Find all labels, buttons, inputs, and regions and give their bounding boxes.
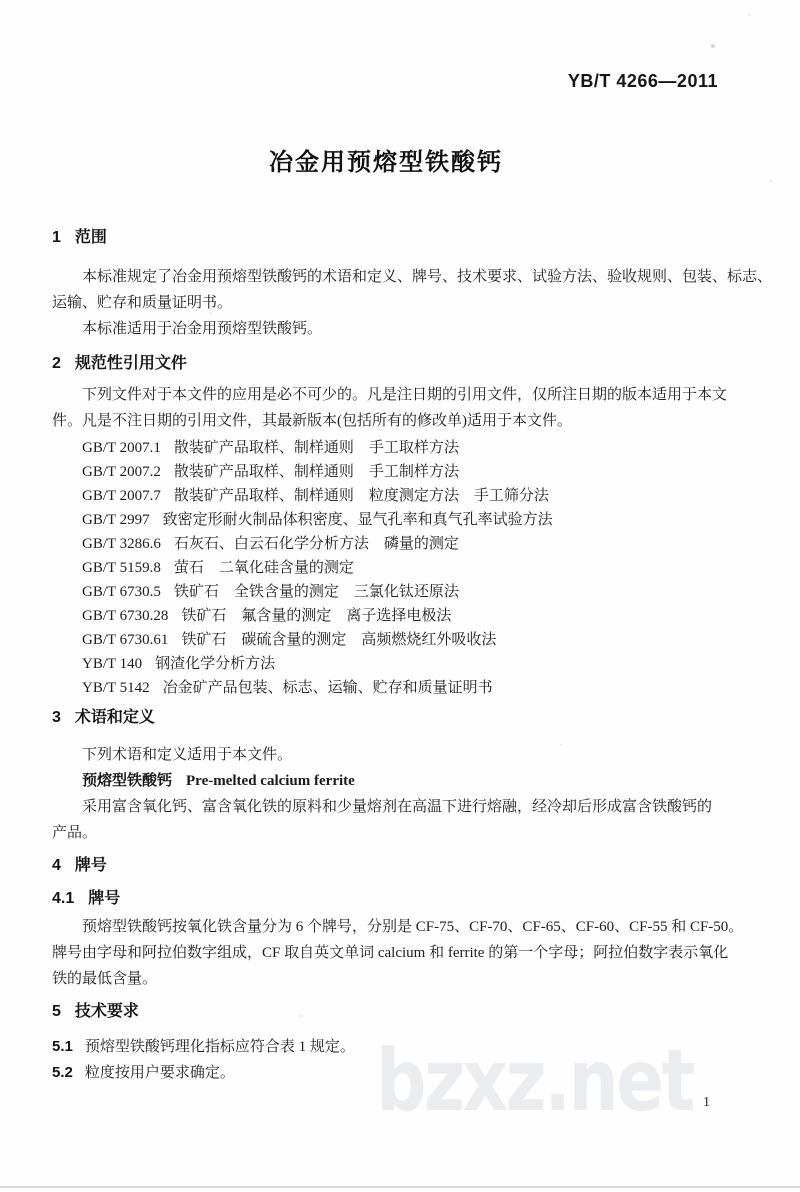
- section-title: 牌号: [74, 857, 107, 874]
- section-heading: [52, 228, 748, 248]
- paragraph-line: 下列文件对于本文件的应用是必不可少的。凡是注日期的引用文件，仅所注日期的版本适用于本文: [82, 387, 728, 403]
- section-number: 4: [52, 857, 61, 874]
- paragraph: [52, 914, 748, 992]
- reference-item: [52, 652, 748, 676]
- term-chinese: 预熔型铁酸钙: [82, 772, 173, 789]
- reference-title: 铁矿石 氟含量的测定 离子选择电极法: [181, 608, 452, 624]
- paragraph: [52, 794, 748, 846]
- paragraph-line: 下列术语和定义适用于本文件。: [82, 747, 293, 763]
- section-number: 4.1: [52, 890, 75, 907]
- reference-title: 散装矿产品取样、制样通则 手工取样方法: [173, 440, 459, 456]
- reference-title: 冶金矿产品包装、标志、运输、贮存和质量证明书: [162, 680, 493, 696]
- paragraph-line: 牌号由字母和阿拉伯数字组成，CF 取自英文单词 calcium 和 ferrite 的第一个字母；阿拉伯数字表示氧化: [52, 945, 729, 961]
- section-heading: [52, 354, 748, 374]
- reference-title: 萤石 二氧化硅含量的测定: [173, 560, 354, 576]
- reference-code: GB/T 6730.5: [82, 584, 161, 600]
- reference-code: GB/T 3286.6: [82, 536, 161, 552]
- reference-title: 散装矿产品取样、制样通则 手工制样方法: [173, 464, 459, 480]
- paragraph: [52, 742, 748, 768]
- reference-item: [52, 676, 748, 700]
- bottom-scan-edge: [0, 1186, 800, 1188]
- clause-number: 5.2: [52, 1064, 73, 1081]
- reference-code: YB/T 140: [82, 656, 143, 672]
- paragraph-line: 件。凡是不注日期的引用文件，其最新版本(包括所有的修改单)适用于本文件。: [52, 413, 572, 429]
- document-title: 冶金用预熔型铁酸钙: [269, 149, 503, 176]
- reference-item: [52, 460, 748, 484]
- paragraph-line: 铁的最低含量。: [52, 971, 158, 987]
- page-number: 1: [703, 1095, 710, 1110]
- clause-text: 粒度按用户要求确定。: [84, 1065, 235, 1081]
- reference-title: 致密定形耐火制品体积密度、显气孔率和真气孔率试验方法: [162, 512, 553, 528]
- clause-number: 5.1: [52, 1038, 73, 1055]
- document-body: [52, 228, 773, 1086]
- section-title: 术语和定义: [74, 709, 155, 726]
- section-title: 牌号: [88, 890, 121, 907]
- paragraph-line: 产品。: [52, 825, 98, 841]
- paragraph-line: 采用富含氧化钙、富含氧化铁的原料和少量熔剂在高温下进行熔融，经冷却后形成富含铁酸钙的: [82, 799, 713, 815]
- section-title: 范围: [74, 229, 107, 246]
- section-title: 技术要求: [74, 1003, 139, 1020]
- reference-item: [52, 436, 748, 460]
- reference-code: GB/T 2007.2: [82, 464, 161, 480]
- clause-line: [52, 1060, 748, 1086]
- normative-references-list: [52, 436, 748, 700]
- reference-item: [52, 628, 748, 652]
- paragraph-line: 本标准适用于冶金用预熔型铁酸钙。: [82, 321, 323, 337]
- reference-title: 散装矿产品取样、制样通则 粒度测定方法 手工筛分法: [173, 488, 549, 504]
- clause-text: 预熔型铁酸钙理化指标应符合表 1 规定。: [84, 1039, 355, 1055]
- paragraph: [52, 382, 748, 434]
- reference-code: GB/T 2007.7: [82, 488, 161, 504]
- watermark: bzxz.net: [376, 1031, 693, 1131]
- paragraph-line: 运输、贮存和质量证明书。: [52, 295, 233, 311]
- term-definition-line: [52, 768, 748, 794]
- section-number: 1: [52, 229, 61, 246]
- section-title: 规范性引用文件: [74, 355, 187, 372]
- section-heading: [52, 708, 748, 728]
- reference-code: GB/T 6730.28: [82, 608, 169, 624]
- clause-line: [52, 1034, 748, 1060]
- reference-item: [52, 532, 748, 556]
- section-heading: [52, 856, 748, 876]
- reference-title: 石灰石、白云石化学分析方法 磷量的测定: [173, 536, 459, 552]
- reference-item: [52, 556, 748, 580]
- reference-code: GB/T 6730.61: [82, 632, 169, 648]
- reference-title: 铁矿石 碳硫含量的测定 高频燃烧红外吸收法: [181, 632, 497, 648]
- reference-item: [52, 508, 748, 532]
- reference-code: GB/T 2997: [82, 512, 150, 528]
- reference-title: 钢渣化学分析方法: [155, 656, 276, 672]
- paragraph: [52, 264, 773, 316]
- standard-number: YB/T 4266—2011: [567, 71, 718, 91]
- section-number: 3: [52, 709, 61, 726]
- paragraph-line: 预熔型铁酸钙按氧化铁含量分为 6 个牌号，分别是 CF-75、CF-70、CF-65、CF-60、CF-55 和 CF-50。: [82, 919, 744, 935]
- section-number: 2: [52, 355, 61, 372]
- paragraph-line: 本标准规定了冶金用预熔型铁酸钙的术语和定义、牌号、技术要求、试验方法、验收规则、包装、标志、: [82, 269, 773, 285]
- reference-code: GB/T 5159.8: [82, 560, 161, 576]
- reference-item: [52, 484, 748, 508]
- section-heading: [52, 889, 748, 909]
- reference-code: YB/T 5142: [82, 680, 150, 696]
- reference-title: 铁矿石 全铁含量的测定 三氯化钛还原法: [173, 584, 459, 600]
- reference-item: [52, 604, 748, 628]
- paragraph: [52, 316, 748, 342]
- reference-code: GB/T 2007.1: [82, 440, 161, 456]
- section-heading: [52, 1002, 748, 1022]
- term-english: Pre-melted calcium ferrite: [186, 773, 355, 789]
- reference-item: [52, 580, 748, 604]
- section-number: 5: [52, 1003, 61, 1020]
